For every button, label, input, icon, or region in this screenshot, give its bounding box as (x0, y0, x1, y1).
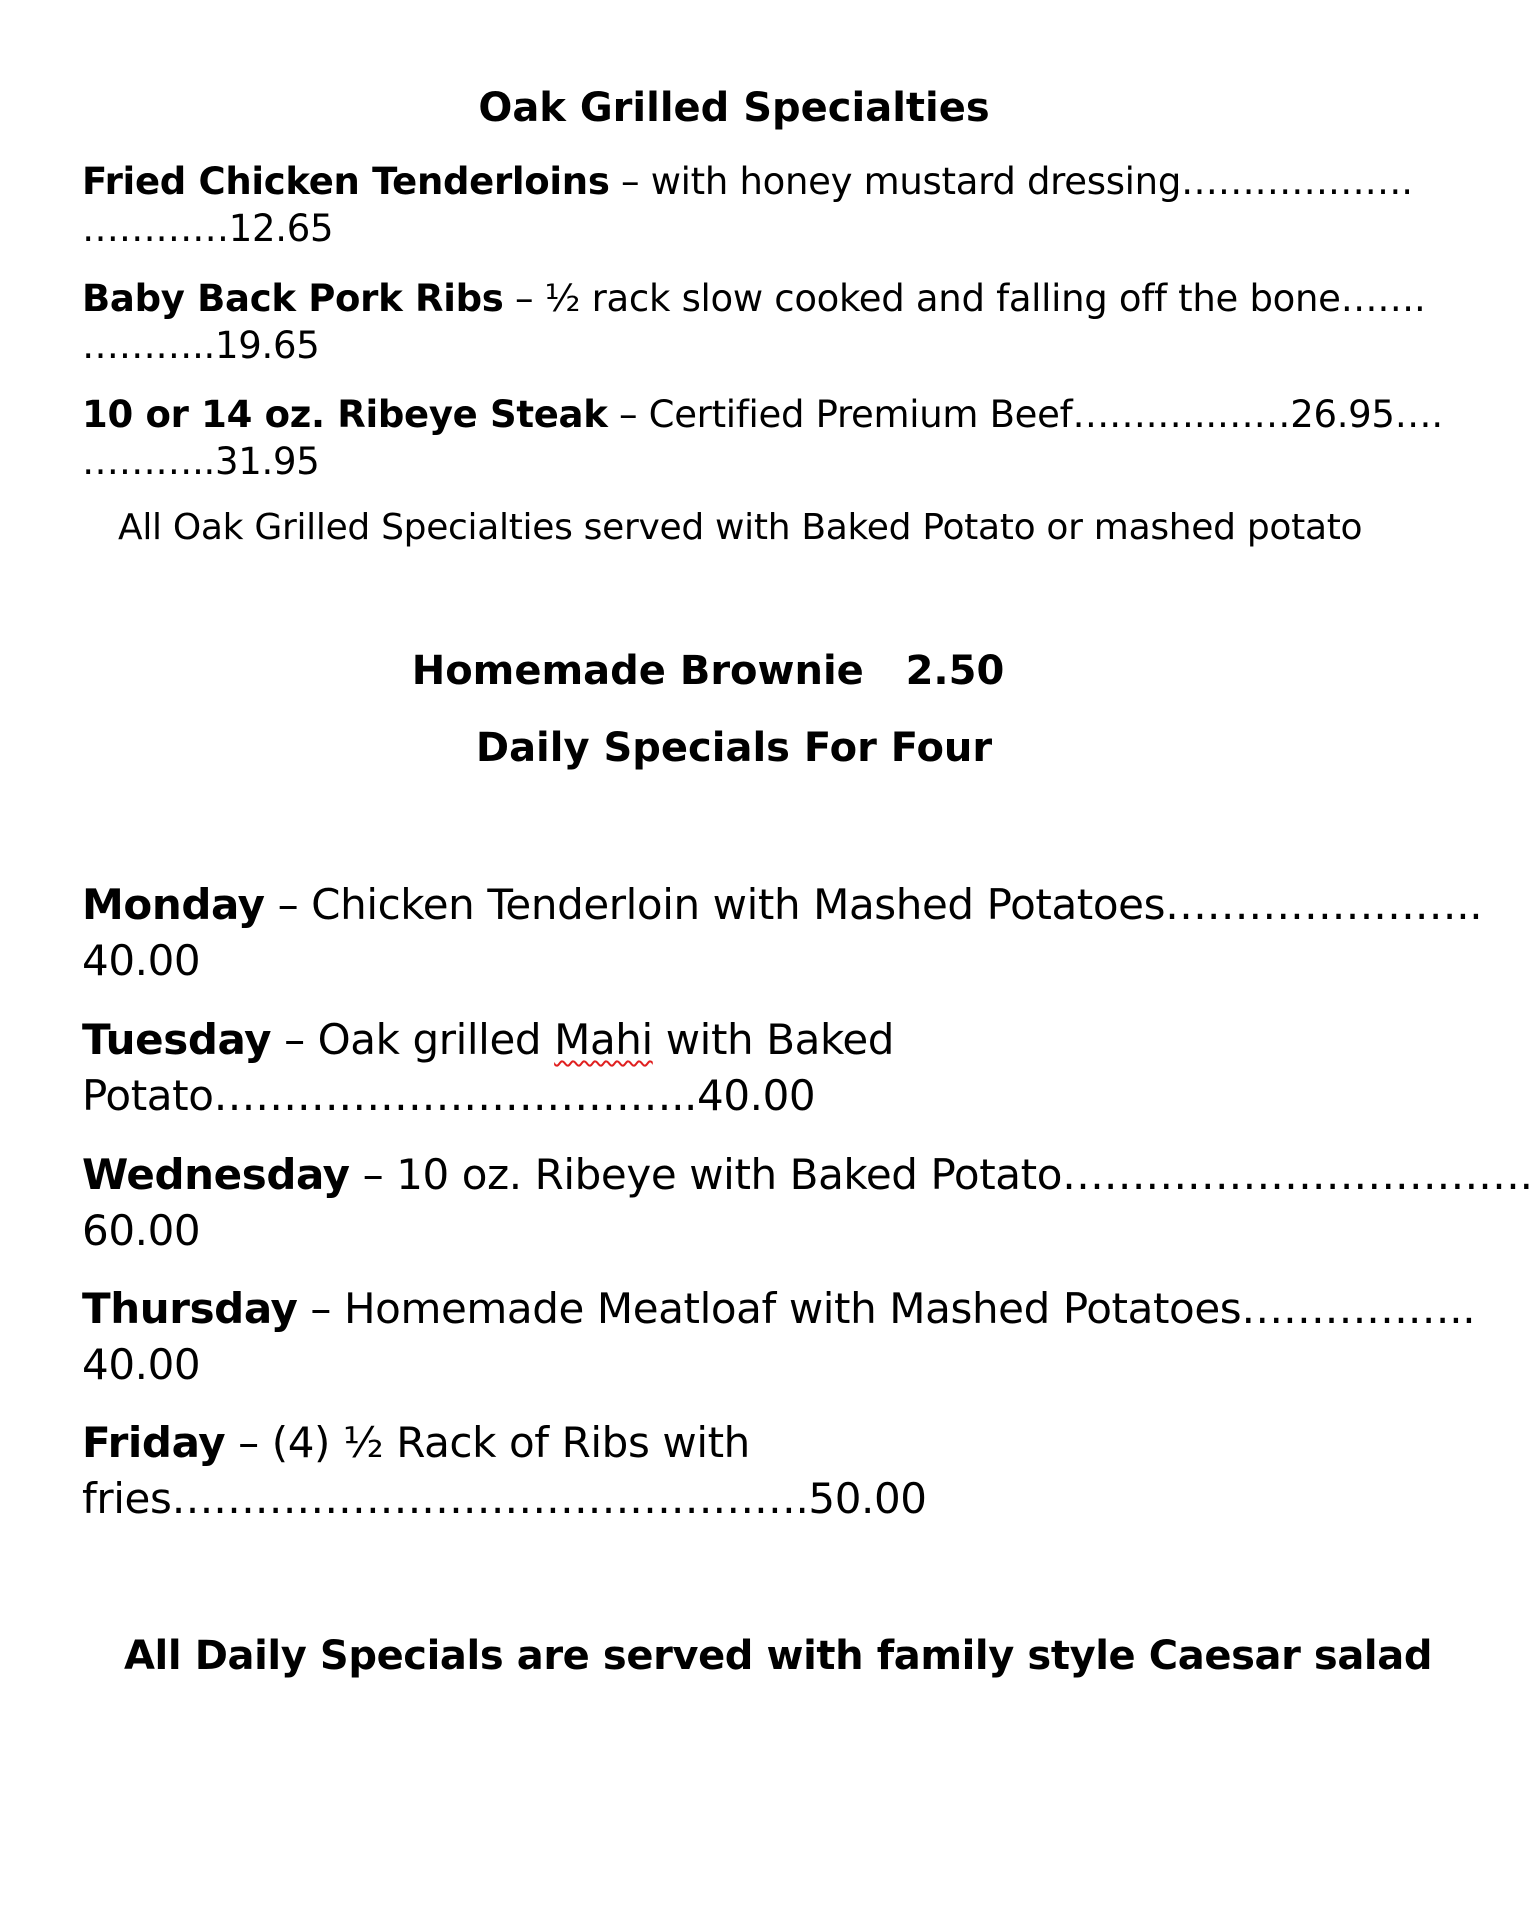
special-monday (82, 877, 1483, 989)
item-description: ½ rack slow cooked and falling off the bone……. (544, 277, 1426, 320)
special-wednesday (82, 1147, 1533, 1259)
spellcheck-flagged-word: Mahi (554, 1015, 653, 1064)
special-price: Potato……………………………..40.00 (82, 1071, 816, 1120)
menu-item-fried-chicken (82, 158, 1413, 252)
specials-salad-note: All Daily Specials are served with family style Caesar salad (124, 1633, 1433, 1679)
item-separator: – (503, 277, 545, 320)
special-thursday (82, 1281, 1476, 1393)
special-separator: – (349, 1150, 397, 1199)
special-description: (4) ½ Rack of Ribs with (271, 1418, 750, 1467)
special-day: Thursday (82, 1284, 298, 1333)
section-heading-oak-grilled: Oak Grilled Specialties (478, 85, 990, 131)
special-day: Tuesday (82, 1015, 272, 1064)
special-description: Oak grilled (317, 1015, 555, 1064)
special-day: Friday (82, 1418, 226, 1467)
item-description: with honey mustard dressing………………. (650, 160, 1413, 203)
special-separator: – (225, 1418, 272, 1467)
item-price: …………12.65 (82, 207, 334, 250)
special-day: Monday (82, 880, 265, 929)
special-description: Homemade Meatloaf with Mashed Potatoes…………….. (343, 1284, 1476, 1333)
item-separator: – (609, 160, 651, 203)
item-name: 10 or 14 oz. Ribeye Steak (82, 393, 608, 436)
special-separator: – (264, 880, 312, 929)
grilled-sides-note: All Oak Grilled Specialties served with Baked Potato or mashed potato (118, 507, 1363, 548)
item-price: ………..19.65 (82, 324, 320, 367)
special-price: 40.00 (82, 936, 201, 985)
brownie-item: Homemade Brownie 2.50 (411, 648, 1005, 694)
special-description: Chicken Tenderloin with Mashed Potatoes………………….. (311, 880, 1483, 929)
special-price: 40.00 (82, 1340, 201, 1389)
special-separator: – (271, 1015, 318, 1064)
menu-item-ribeye-steak (82, 391, 1443, 485)
section-heading-daily-specials: Daily Specials For Four (475, 725, 993, 771)
special-price: fries……………………………………….50.00 (82, 1474, 927, 1523)
item-separator: – (607, 393, 649, 436)
special-description: 10 oz. Ribeye with Baked Potato……………………………. (396, 1150, 1533, 1199)
special-day: Wednesday (82, 1150, 350, 1199)
special-description-cont: with Baked (652, 1015, 895, 1064)
item-description: Certified Premium Beef…….…..……26.95…. (648, 393, 1443, 436)
item-price: ………..31.95 (82, 440, 320, 483)
item-name: Fried Chicken Tenderloins (82, 160, 610, 203)
special-separator: – (297, 1284, 344, 1333)
special-price: 60.00 (82, 1206, 201, 1255)
special-friday (82, 1415, 1367, 1527)
menu-item-pork-ribs (82, 275, 1426, 369)
item-name: Baby Back Pork Ribs (82, 277, 504, 320)
special-tuesday (82, 1012, 1367, 1124)
